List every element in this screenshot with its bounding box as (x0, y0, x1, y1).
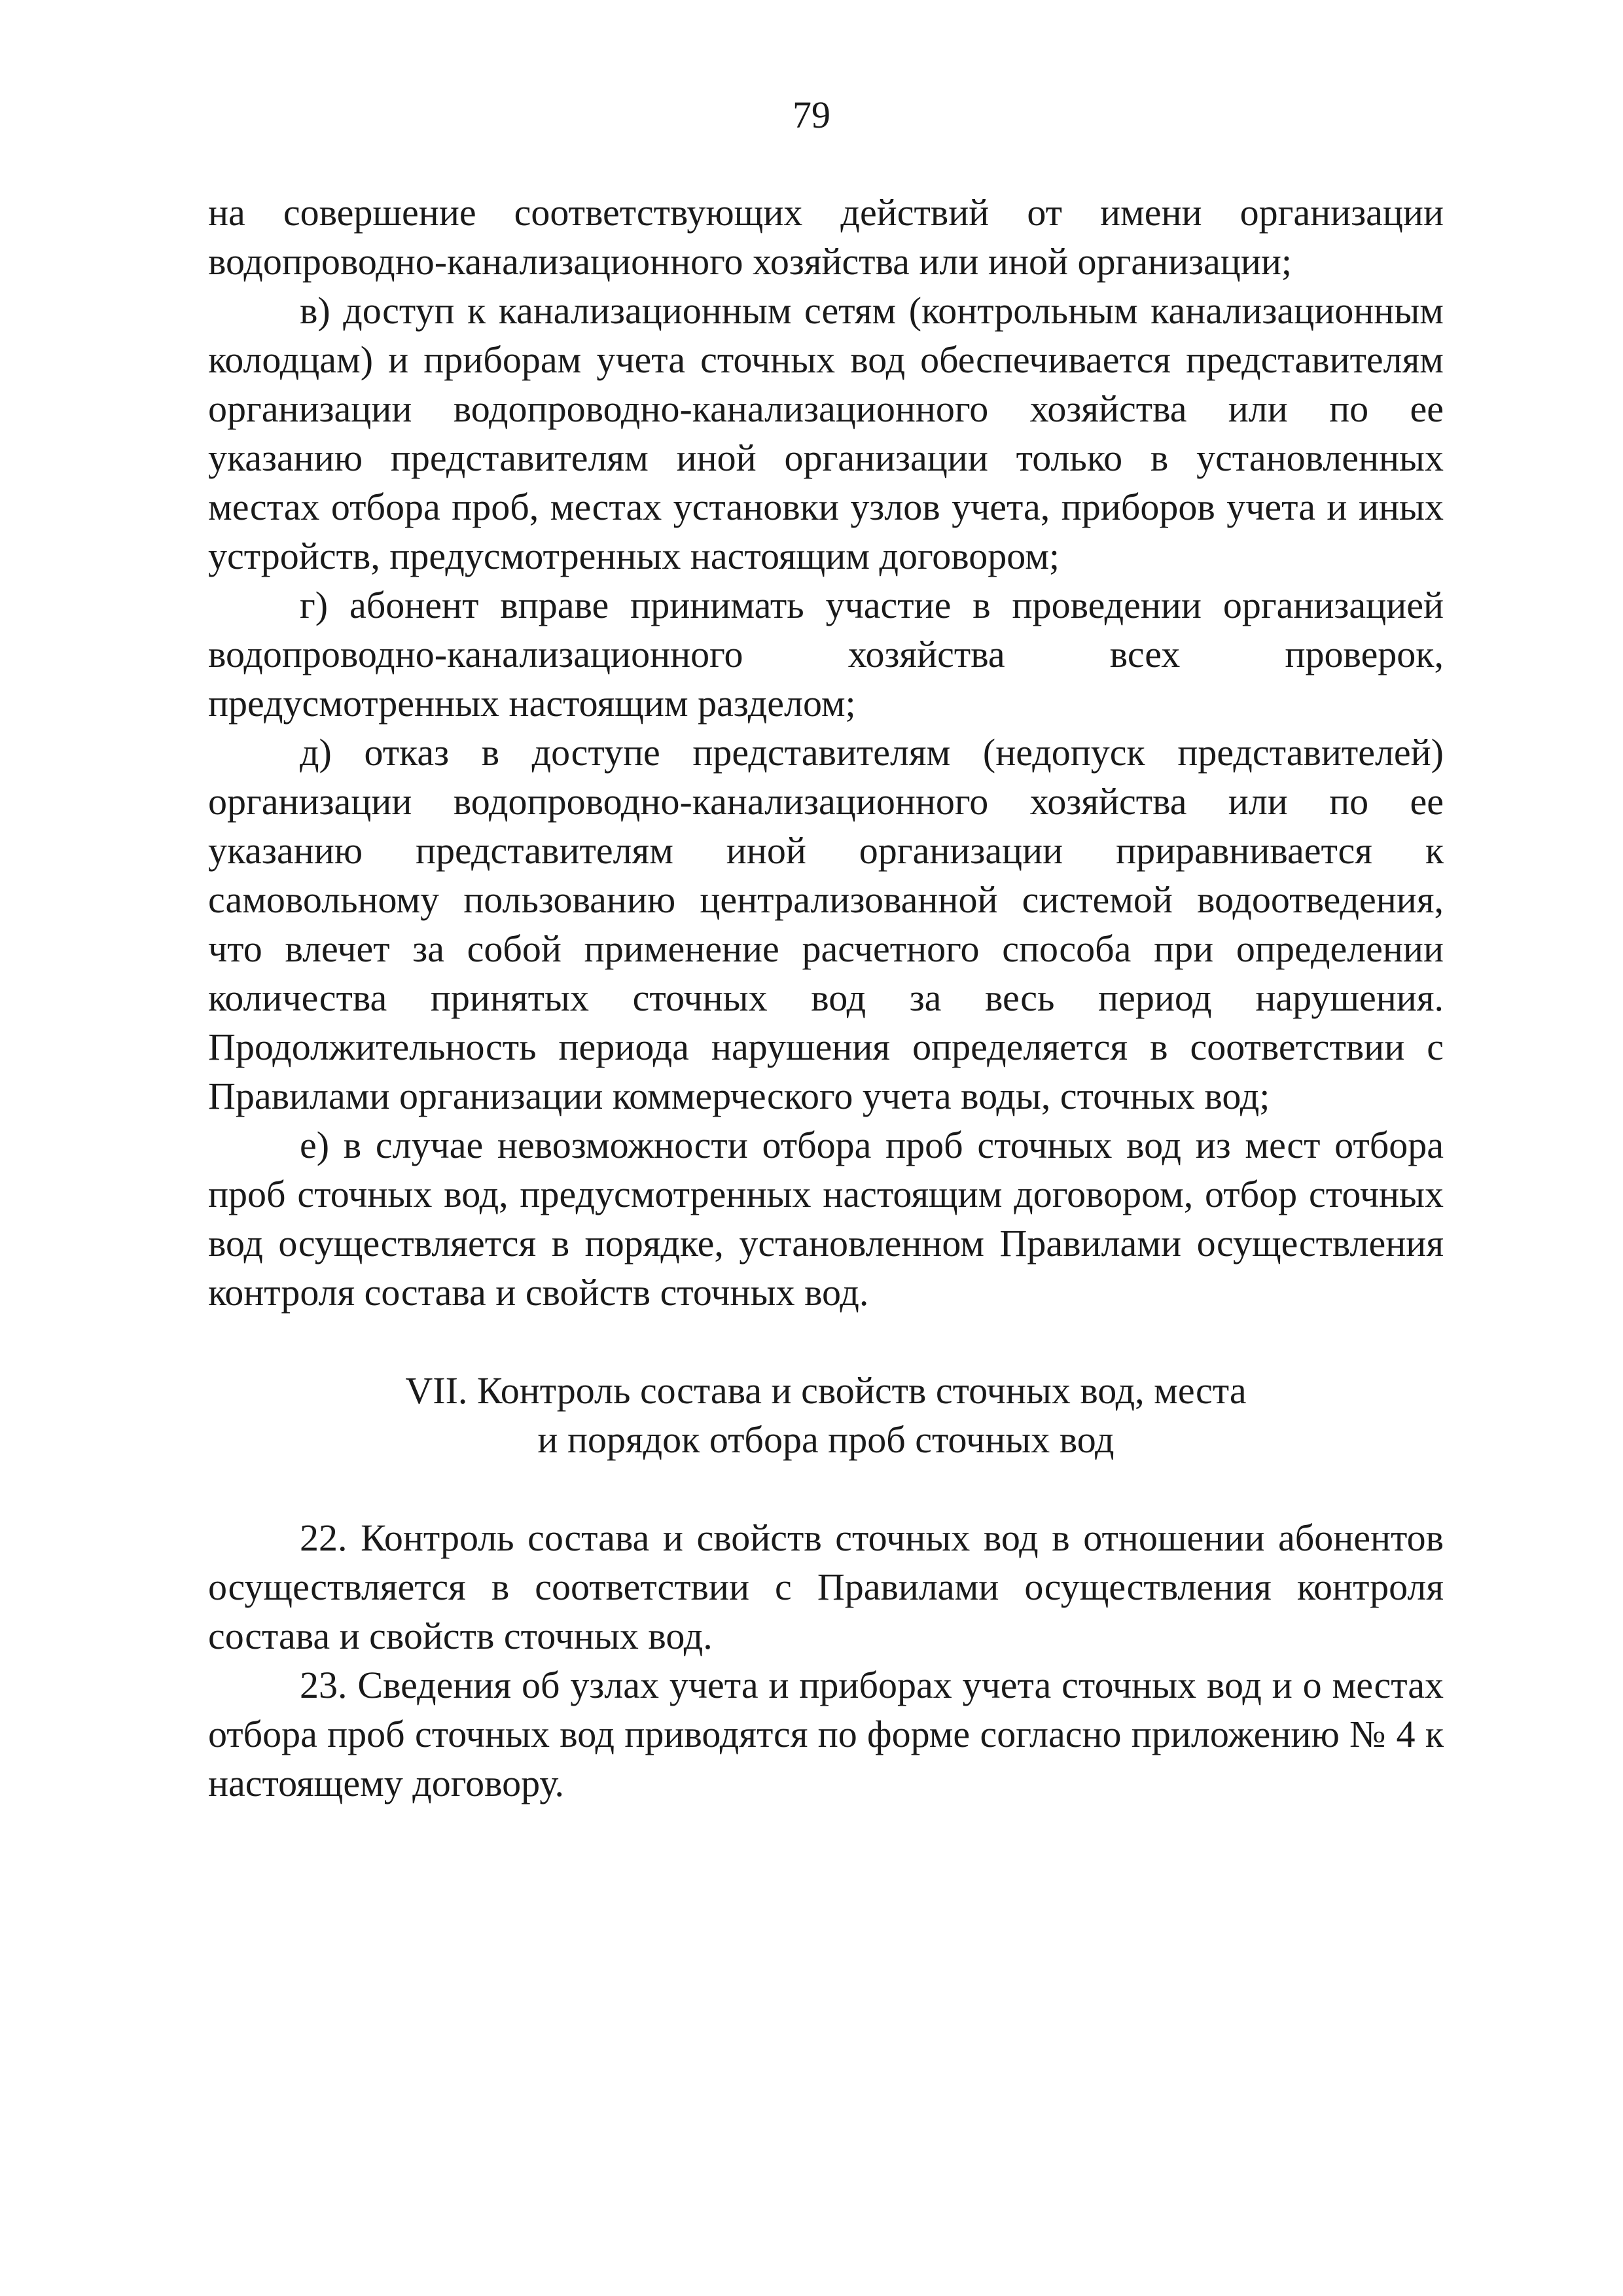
section-heading-line-2: и порядок отбора проб сточных вод (537, 1418, 1115, 1461)
section-heading-line-1: VII. Контроль состава и свойств сточных вод, места (405, 1369, 1247, 1412)
paragraph-item-v: в) доступ к канализационным сетям (контрольным канализационным колодцам) и приборам учета сточных вод обеспечивается представителям организации водопроводно-канализационного хозяйства или по ее указанию представителям иной организации только в установленных местах отбора проб, местах установки узлов учета, приборов учета и иных устройств, предусмотренных настоящим договором; (208, 289, 1444, 577)
paragraph-item-g: г) абонент вправе принимать участие в проведении организацией водопроводно-канализационного хозяйства всех проверок, предусмотренных настоящим разделом; (208, 584, 1444, 725)
document-body (208, 188, 1444, 1808)
paragraph-item-22: 22. Контроль состава и свойств сточных вод в отношении абонентов осуществляется в соответствии с Правилами осуществления контроля состава и свойств сточных вод. (208, 1516, 1444, 1657)
section-heading (208, 1366, 1444, 1464)
paragraph-item-e: е) в случае невозможности отбора проб сточных вод из мест отбора проб сточных вод, предусмотренных настоящим договором, отбор сточных вод осуществляется в порядке, установленном Правилами осуществления контроля состава и свойств сточных вод. (208, 1124, 1444, 1314)
paragraph-item-d: д) отказ в доступе представителям (недопуск представителей) организации водопроводно-канализационного хозяйства или по ее указанию представителям иной организации приравнивается к самовольному пользованию централизованной системой водоотведения, что влечет за собой применение расчетного способа при определении количества принятых сточных вод за весь период нарушения. Продолжительность периода нарушения определяется в соответствии с Правилами организации коммерческого учета воды, сточных вод; (208, 731, 1444, 1117)
page-number: 79 (793, 94, 830, 136)
paragraph-continuation: на совершение соответствующих действий от имени организации водопроводно-канализационного хозяйства или иной организации; (208, 191, 1444, 283)
paragraph-item-23: 23. Сведения об узлах учета и приборах учета сточных вод и о местах отбора проб сточных вод приводятся по форме согласно приложению № 4 к настоящему договору. (208, 1664, 1444, 1804)
